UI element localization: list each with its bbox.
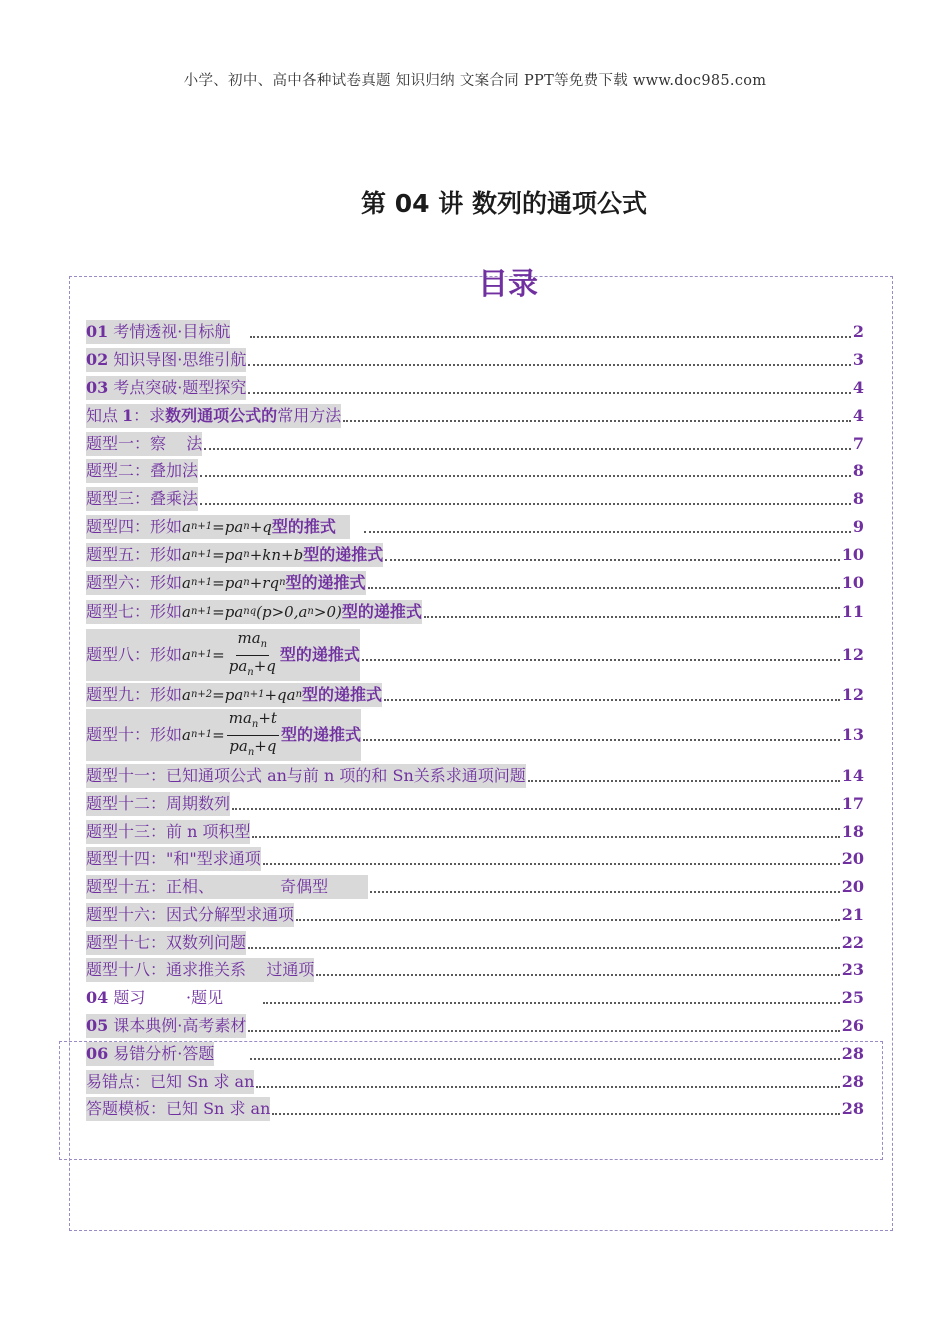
toc-entry-label	[86, 792, 230, 816]
toc-entry-03[interactable]	[86, 376, 864, 400]
toc-entry-page: 17	[841, 794, 864, 813]
toc-entry-label	[86, 986, 223, 1010]
toc-entry-page: 12	[841, 685, 864, 704]
toc-entry-type-12[interactable]	[86, 792, 864, 816]
toc-entry-tail: 型的递推式	[280, 725, 361, 744]
toc-entry-page: 18	[841, 822, 864, 841]
toc-entry-text: 考点突破·题型探究	[113, 378, 247, 397]
toc-entry-type-16[interactable]	[86, 903, 864, 927]
toc-entry-label	[86, 487, 198, 511]
toc-leader-dots	[248, 1030, 839, 1032]
toc-entry-label	[86, 629, 360, 681]
toc-entry-type-17[interactable]	[86, 931, 864, 955]
toc-leader-dots	[232, 808, 840, 810]
toc-entry-text: 题型七：形如	[86, 602, 183, 621]
toc-entry-label	[86, 847, 261, 871]
toc-entry-text: 常用方法	[277, 406, 342, 425]
toc-entry-text: 题型十一：已知通项公式 an与前 n 项的和 Sn关系求通项问题	[86, 766, 526, 785]
toc-entry-page: 28	[841, 1099, 864, 1118]
toc-leader-dots	[263, 1002, 840, 1004]
toc-entry-page: 20	[841, 877, 864, 896]
toc-entry-type-8[interactable]	[86, 629, 864, 681]
toc-entry-number: 1	[122, 406, 134, 425]
toc-entry-formula: a n+1 = $\frac{ma_n}{pa_n+q}$	[182, 628, 276, 678]
toc-entry-text: 题型十五：正相、 奇偶型	[86, 877, 329, 896]
toc-leader-dots	[204, 448, 851, 450]
toc-entry-text: 题型一：察 法	[86, 434, 203, 453]
toc-entry-page: 12	[841, 645, 864, 664]
toc-entry-text: 题型十八：通求推关系 过通项	[86, 960, 315, 979]
toc-entry-label	[86, 1097, 270, 1121]
toc-entry-type-9[interactable]	[86, 683, 864, 707]
toc-entry-error-point[interactable]	[86, 1070, 864, 1094]
toc-entry-label	[86, 903, 294, 927]
toc-entry-label	[86, 1014, 246, 1038]
toc-entry-type-13[interactable]	[86, 820, 864, 844]
toc-entry-number: 01	[86, 322, 109, 341]
toc-entry-page: 11	[841, 602, 864, 621]
toc-entry-text: 考情透视·目标航	[113, 322, 231, 341]
toc-entry-page: 13	[841, 725, 864, 744]
toc-entry-page: 8	[852, 489, 864, 508]
toc-entry-knowledge-1[interactable]	[86, 404, 864, 428]
toc-entry-page: 14	[841, 766, 864, 785]
toc-entry-type-14[interactable]	[86, 847, 864, 871]
toc-entry-page: 4	[852, 378, 864, 397]
toc-leader-dots	[250, 336, 851, 338]
toc-leader-dots	[248, 392, 851, 394]
toc-entry-label	[86, 875, 368, 899]
toc-entry-number: 06	[86, 1044, 109, 1063]
toc-entry-type-10[interactable]	[86, 709, 864, 761]
toc-entry-02[interactable]	[86, 348, 864, 372]
toc-leader-dots	[252, 836, 839, 838]
toc-entry-text: 题型二：叠加法	[86, 461, 199, 480]
toc-entry-text: 题型十：形如	[86, 725, 183, 744]
toc-leader-dots	[263, 863, 840, 865]
toc-leader-dots	[528, 780, 840, 782]
toc-leader-dots	[385, 559, 839, 561]
toc-entry-type-11[interactable]	[86, 764, 864, 788]
toc-entry-label	[86, 709, 361, 761]
toc-entry-05[interactable]	[86, 1014, 864, 1038]
toc-entry-text: 知识导图·思维引航	[113, 350, 247, 369]
toc-leader-dots	[363, 739, 840, 741]
toc-entry-tail: 型的递推式	[303, 545, 384, 564]
toc-entry-type-2[interactable]	[86, 459, 864, 483]
toc-entry-formula: a n+1 =pa n q (p>0,a n >0)	[182, 603, 342, 621]
toc-entry-page: 7	[852, 434, 864, 453]
toc-entry-tail: 型的递推式	[285, 573, 366, 592]
toc-entry-text: 题习 ·题见	[113, 988, 224, 1007]
toc-leader-dots	[370, 891, 840, 893]
toc-entry-label	[86, 764, 526, 788]
toc-entry-tail: 型的推式	[271, 517, 336, 536]
site-header-text: 小学、初中、高中各种试卷真题 知识归纳 文案合同 PPT等免费下载 www.doc985.com	[183, 73, 767, 89]
toc-entry-page: 4	[852, 406, 864, 425]
toc-leader-dots	[296, 919, 840, 921]
toc-entry-label	[86, 432, 202, 456]
toc-entry-label	[86, 459, 198, 483]
toc-entry-06[interactable]	[86, 1042, 864, 1066]
toc-entry-number: 03	[86, 378, 109, 397]
toc-entry-label	[86, 571, 366, 595]
toc-leader-dots	[200, 475, 851, 477]
toc-entry-label	[86, 683, 382, 707]
toc-entry-type-5[interactable]	[86, 543, 864, 567]
toc-entry-text: 课本典例·高考素材	[113, 1016, 247, 1035]
toc-entry-formula: a n+1 = $\frac{ma_n+t}{pa_n+q}$	[182, 708, 277, 758]
toc-entry-page: 8	[852, 461, 864, 480]
toc-entry-type-3[interactable]	[86, 487, 864, 511]
toc-entry-number: 04	[86, 988, 109, 1007]
toc-entry-formula: a n+1 =pa n +rq n	[182, 574, 286, 592]
toc-entry-label	[86, 820, 250, 844]
toc-entry-formula: a n+1 =pa n +kn+b	[182, 546, 304, 564]
toc-entry-label	[86, 376, 246, 400]
toc-entry-type-18[interactable]	[86, 958, 864, 982]
toc-entry-tail: 型的递推式	[279, 645, 360, 664]
toc-entry-text: 题型十四："和"型求通项	[86, 849, 261, 868]
toc-entry-text: 题型六：形如	[86, 573, 183, 592]
toc-entry-answer-template[interactable]	[86, 1097, 864, 1121]
toc-entry-label	[86, 543, 383, 567]
toc-leader-dots	[248, 947, 840, 949]
toc-entry-04[interactable]	[86, 986, 864, 1010]
toc-entry-page: 10	[841, 573, 864, 592]
toc-entry-page: 3	[852, 350, 864, 369]
toc-entry-page: 26	[841, 1016, 864, 1035]
toc-entry-label	[86, 931, 246, 955]
toc-entry-label	[86, 404, 341, 428]
toc-entry-prefix: 知点	[86, 406, 119, 425]
toc-entry-text: 题型九：形如	[86, 685, 183, 704]
toc-entry-type-15[interactable]	[86, 875, 864, 899]
toc-entry-text: 题型四：形如	[86, 517, 183, 536]
toc-entry-formula: a n+1 =pa n +q	[182, 518, 272, 536]
toc-entry-page: 21	[841, 905, 864, 924]
toc-leader-dots	[343, 420, 851, 422]
toc-entry-formula: a n+2 =pa n+1 +qa n	[182, 686, 303, 704]
toc-entry-page: 22	[841, 933, 864, 952]
toc-leader-dots	[362, 659, 840, 661]
toc-leader-dots	[272, 1113, 839, 1115]
toc-leader-dots	[316, 974, 839, 976]
toc-entry-text: 题型十七：双数列问题	[86, 933, 247, 952]
toc-entry-text: 题型三：叠乘法	[86, 489, 199, 508]
toc-entry-page: 2	[852, 322, 864, 341]
toc-entry-label	[86, 320, 230, 344]
toc-leader-dots	[248, 364, 851, 366]
toc-leader-dots	[424, 616, 840, 618]
toc-leader-dots	[368, 587, 840, 589]
toc-entry-page: 9	[852, 517, 864, 536]
toc-entry-type-6[interactable]	[86, 571, 864, 595]
toc-entry-tail: 型的递推式	[341, 602, 422, 621]
toc-entry-type-4[interactable]	[86, 515, 864, 539]
toc-entry-page: 10	[841, 545, 864, 564]
toc-entry-number: 02	[86, 350, 109, 369]
toc-entry-label	[86, 348, 246, 372]
document-title: 第 04 讲 数列的通项公式	[361, 189, 647, 218]
toc-entry-type-1[interactable]	[86, 432, 864, 456]
toc-entry-page: 25	[841, 988, 864, 1007]
toc-leader-dots	[256, 1086, 839, 1088]
toc-heading: 目录	[478, 267, 538, 302]
toc-entry-01[interactable]	[86, 320, 864, 344]
toc-entry-number: 05	[86, 1016, 109, 1035]
toc-entry-text: 题型八：形如	[86, 645, 183, 664]
toc-entry-label	[86, 515, 350, 539]
toc-entry-tail: 型的递推式	[302, 685, 383, 704]
toc-entry-text: 易错点：已知 Sn 求 an	[86, 1072, 255, 1091]
toc-entry-type-7[interactable]	[86, 600, 864, 624]
toc-leader-dots	[200, 503, 851, 505]
toc-entry-text: 答题模板：已知 Sn 求 an	[86, 1099, 271, 1118]
toc-entry-page: 20	[841, 849, 864, 868]
toc-leader-dots	[250, 1058, 839, 1060]
toc-entry-label	[86, 1042, 214, 1066]
toc-entry-separator: ：求	[133, 406, 166, 425]
toc-entry-text: 题型十三：前 n 项积型	[86, 822, 251, 841]
toc-entry-text: 题型五：形如	[86, 545, 183, 564]
toc-leader-dots	[384, 699, 840, 701]
toc-entry-label	[86, 1070, 254, 1094]
toc-entry-text: 易错分析·答题	[113, 1044, 215, 1063]
toc-entry-page: 23	[841, 960, 864, 979]
toc-entry-page: 28	[841, 1044, 864, 1063]
toc-entry-label	[86, 958, 314, 982]
toc-entry-page: 28	[841, 1072, 864, 1091]
toc-entry-text: 题型十六：因式分解型求通项	[86, 905, 295, 924]
toc-entry-text: 题型十二：周期数列	[86, 794, 231, 813]
toc-entry-label	[86, 600, 422, 624]
toc-entry-bold-text: 数列通项公式的	[165, 406, 278, 425]
toc-leader-dots	[364, 531, 851, 533]
